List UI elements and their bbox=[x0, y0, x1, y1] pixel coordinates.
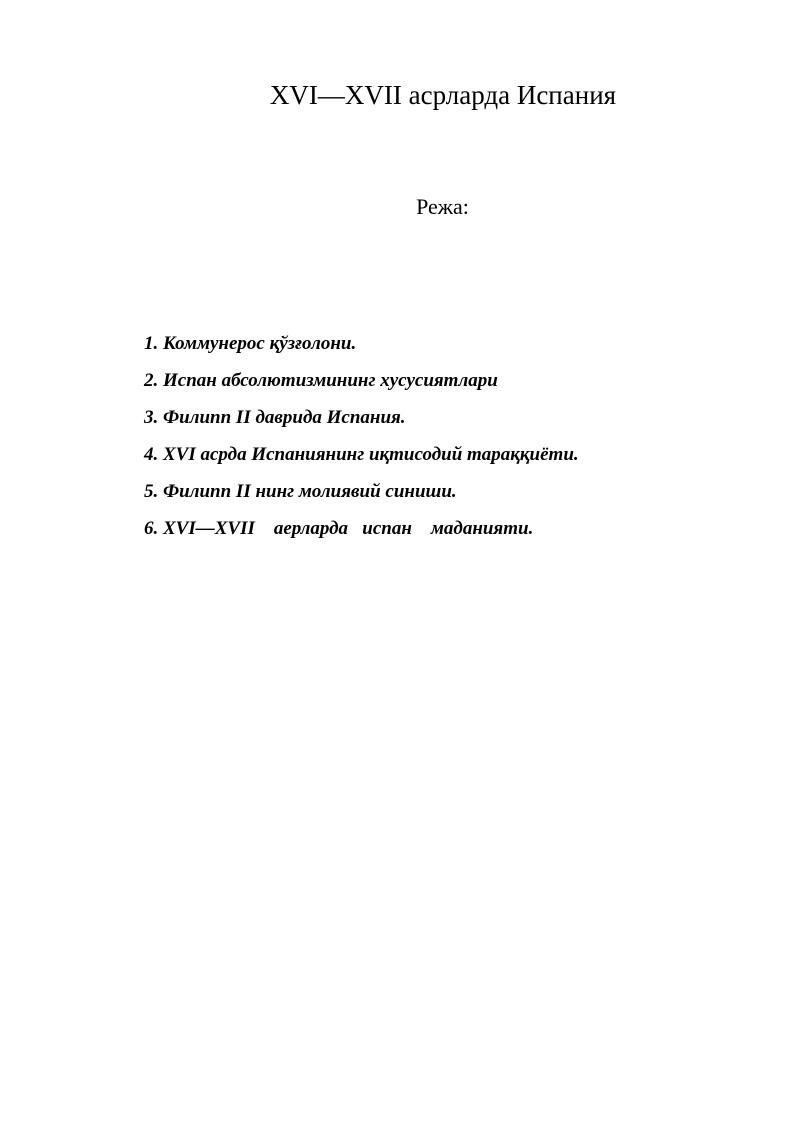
list-item bbox=[144, 516, 704, 553]
list-item bbox=[144, 405, 704, 442]
list-item-text: Испан абсолютизмининг хусусиятлари bbox=[163, 370, 498, 391]
list-item-text: Филипп II нинг молиявий синиши. bbox=[163, 481, 457, 502]
list-item bbox=[144, 331, 704, 368]
list-item-number: 6. bbox=[144, 518, 159, 539]
list-item-text: XVI асрда Испаниянинг иқтисодий тараққиёти. bbox=[163, 444, 579, 465]
plan-heading: Режа: bbox=[416, 194, 469, 219]
list-item bbox=[144, 479, 704, 516]
list-item bbox=[144, 442, 704, 479]
list-item-number: 4. bbox=[144, 444, 159, 465]
list-item bbox=[144, 368, 704, 405]
list-item-text: Филипп II даврида Испания. bbox=[163, 407, 406, 428]
list-item-number: 3. bbox=[144, 407, 159, 428]
plan-list bbox=[144, 331, 704, 553]
list-item-text: Коммунерос қўзғолони. bbox=[163, 333, 357, 354]
document-title: XVI—XVII асрларда Испания bbox=[269, 80, 617, 110]
list-item-number: 5. bbox=[144, 481, 159, 502]
list-item-number: 1. bbox=[144, 333, 159, 354]
list-item-text: XVI—XVII аерларда испан маданияти. bbox=[163, 518, 534, 539]
list-item-number: 2. bbox=[144, 370, 159, 391]
